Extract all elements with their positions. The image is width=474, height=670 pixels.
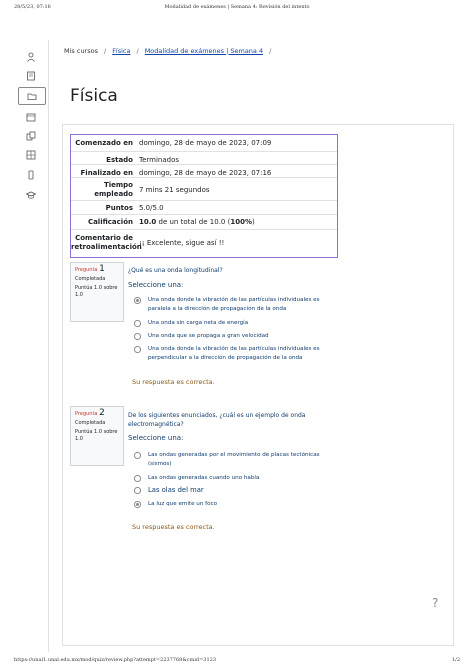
question-text: De los siguientes enunciados, ¿cuál es un ejemplo de onda electromagnética? bbox=[128, 412, 306, 428]
help-icon[interactable]: ? bbox=[432, 596, 439, 610]
print-page-number: 1/2 bbox=[451, 657, 460, 663]
question-content-2 bbox=[128, 411, 318, 442]
summary-label: Puntos bbox=[105, 204, 133, 212]
sidebar bbox=[14, 40, 49, 652]
answer-option-text: Una onda que se propaga a gran velocidad bbox=[148, 333, 269, 339]
folder-icon[interactable] bbox=[18, 87, 46, 105]
print-doc-title: Modalidad de exámenes | Semana 4: Revisión del intento bbox=[164, 4, 310, 10]
page-title: Física bbox=[70, 86, 118, 106]
answer-option-text: Una onda sin carga neta de energía bbox=[148, 320, 249, 326]
grid-icon[interactable] bbox=[26, 150, 36, 160]
summary-row-finished bbox=[71, 164, 337, 178]
summary-value: Terminados bbox=[139, 156, 180, 164]
question-number-value: 1 bbox=[99, 264, 105, 274]
summary-row-feedback bbox=[71, 229, 337, 252]
summary-label: Comentario de retroalimentación bbox=[71, 234, 142, 251]
print-datetime: 28/5/23, 07:16 bbox=[14, 4, 51, 10]
breadcrumb-separator: / bbox=[136, 47, 139, 55]
radio-button-selected[interactable] bbox=[134, 297, 141, 304]
answer-option-text: Una onda donde la vibración de las partículas individuales es perpendicular a la dirección de propagación de la onda bbox=[148, 346, 320, 361]
question-info-1 bbox=[70, 262, 124, 322]
grade-total: de un total de 10.0 ( bbox=[156, 218, 231, 226]
breadcrumb-item-modalidad[interactable]: Modalidad de exámenes | Semana 4 bbox=[144, 47, 264, 55]
question-points: Puntúa 1.0 sobre 1.0 bbox=[75, 285, 118, 298]
answer-option-text: Las ondas generadas por el movimiento de placas tectónicas (sismos) bbox=[148, 452, 320, 467]
radio-button[interactable] bbox=[134, 320, 141, 327]
answer-feedback: Su respuesta es correcta. bbox=[132, 523, 215, 531]
summary-label: Finalizado en bbox=[80, 169, 133, 177]
answer-option-text: Una onda donde la vibración de las partículas individuales es paralela a la dirección de propagación de la onda bbox=[148, 297, 320, 312]
copy-icon[interactable] bbox=[26, 131, 36, 141]
summary-value: domingo, 28 de mayo de 2023, 07:16 bbox=[139, 169, 272, 177]
summary-row-state bbox=[71, 151, 337, 165]
question-label: Pregunta bbox=[75, 411, 98, 417]
question-info-2 bbox=[70, 406, 124, 466]
summary-row-time-taken bbox=[71, 177, 337, 199]
question-content-1 bbox=[128, 266, 446, 289]
person-icon[interactable] bbox=[26, 52, 36, 62]
summary-label: Comenzado en bbox=[75, 139, 133, 147]
breadcrumb-separator: / bbox=[103, 47, 107, 55]
question-number-value: 2 bbox=[99, 408, 105, 418]
select-prompt: Seleccione una: bbox=[128, 434, 184, 442]
breadcrumb-item-mis-cursos[interactable]: Mis cursos bbox=[64, 47, 98, 55]
breadcrumb-item-fisica[interactable]: Física bbox=[112, 47, 131, 55]
radio-button[interactable] bbox=[134, 487, 141, 494]
question-number bbox=[71, 407, 123, 418]
radio-button[interactable] bbox=[134, 333, 141, 340]
breadcrumb bbox=[64, 47, 277, 55]
question-label: Pregunta bbox=[75, 267, 98, 273]
summary-row-started bbox=[71, 139, 337, 148]
summary-label: Estado bbox=[106, 156, 133, 164]
book-icon[interactable] bbox=[26, 71, 36, 81]
grade-close: ) bbox=[251, 218, 255, 226]
answer-option-text: Las ondas generadas cuando uno habla bbox=[148, 475, 260, 481]
radio-button[interactable] bbox=[134, 346, 141, 353]
summary-value: ¡¡ Excelente, sigue así !! bbox=[139, 238, 225, 247]
select-prompt: Seleccione una: bbox=[128, 281, 184, 289]
question-status: Completada bbox=[75, 420, 106, 426]
summary-row-points bbox=[71, 200, 337, 213]
summary-value: 5.0/5.0 bbox=[139, 204, 164, 212]
radio-button-selected[interactable] bbox=[134, 501, 141, 508]
attempt-summary-table bbox=[70, 134, 338, 258]
radio-button[interactable] bbox=[134, 452, 141, 459]
question-text: ¿Qué es una onda longitudinal? bbox=[128, 267, 223, 274]
print-url: https://unal1.unal.edu.mx/mod/quiz/review.php?attempt=2237768&cmid=3123 bbox=[14, 657, 217, 663]
answer-option-text: Las olas del mar bbox=[148, 486, 204, 494]
question-points: Puntúa 1.0 sobre 1.0 bbox=[75, 429, 118, 442]
summary-row-grade bbox=[71, 214, 337, 227]
phone-icon[interactable] bbox=[26, 170, 36, 180]
grade-percent: 100% bbox=[230, 218, 252, 226]
summary-value: domingo, 28 de mayo de 2023, 07:09 bbox=[139, 139, 272, 147]
answer-feedback: Su respuesta es correcta. bbox=[132, 378, 215, 386]
grade-value: 10.0 bbox=[139, 218, 157, 226]
summary-label: Calificación bbox=[87, 218, 133, 226]
summary-value: 7 mins 21 segundos bbox=[139, 185, 210, 194]
summary-value bbox=[139, 218, 337, 227]
radio-button[interactable] bbox=[134, 475, 141, 482]
graduation-cap-icon[interactable] bbox=[26, 190, 36, 200]
summary-label: Tiempo empleado bbox=[94, 181, 133, 198]
question-number bbox=[71, 263, 123, 274]
answer-option-text: La luz que emite un foco bbox=[148, 501, 218, 507]
breadcrumb-separator: / bbox=[269, 47, 272, 55]
calendar-icon[interactable] bbox=[26, 112, 36, 122]
question-status: Completada bbox=[75, 276, 106, 282]
